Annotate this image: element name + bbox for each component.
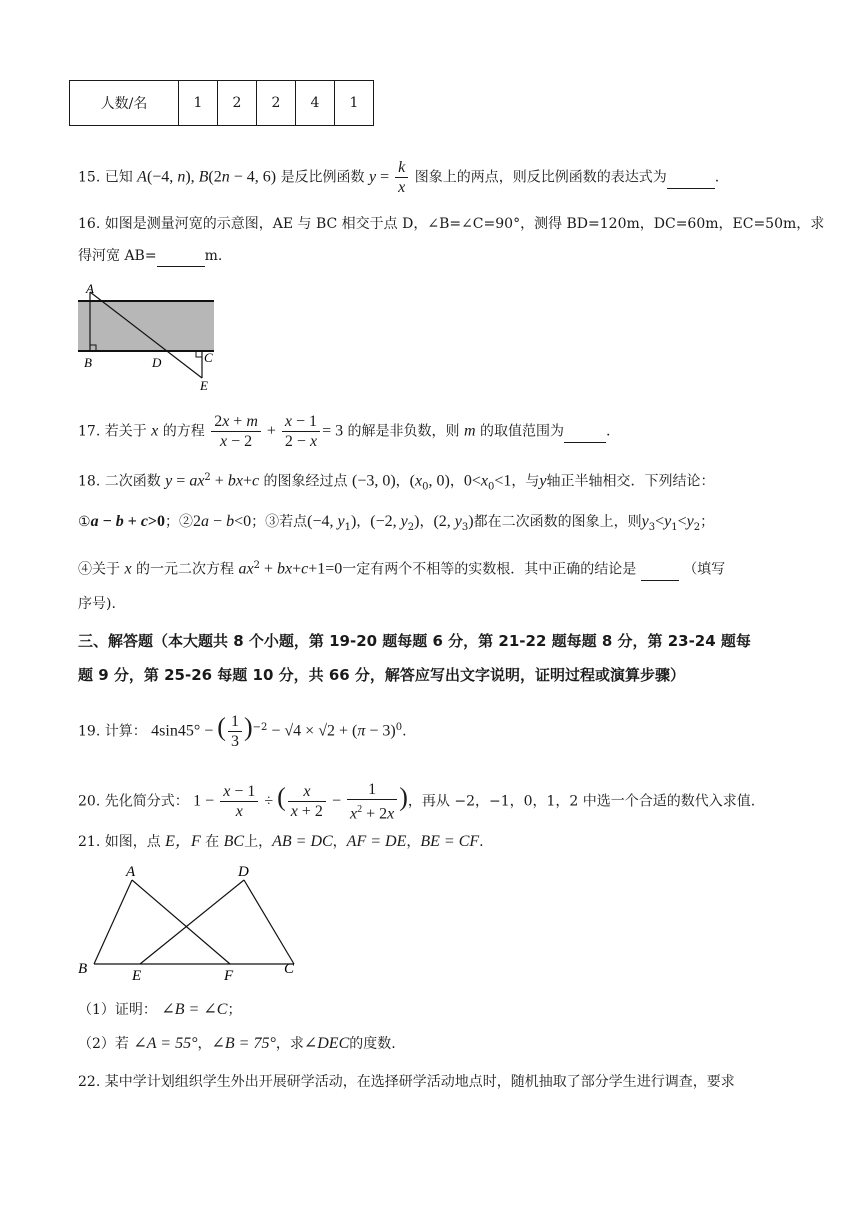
fraction-2: $\frac{x - 1}{2 - x}$ — [282, 412, 320, 451]
segment-dc — [244, 880, 294, 964]
question-text: ，求 — [275, 1036, 304, 1052]
question-16-line1 — [78, 214, 824, 234]
question-text: 的度数. — [349, 1036, 396, 1052]
question-text: 计算： — [104, 723, 147, 740]
punctuation: ， — [332, 834, 347, 850]
formula-function: y — [369, 168, 377, 186]
question-text: ；② — [165, 514, 194, 530]
question-text: 的一元二次方程 — [136, 561, 235, 578]
question-text: 图象上的两点，则反比例函数的表达式为 — [414, 169, 667, 186]
question-text: ④关于 — [78, 561, 120, 578]
question-20: 20. 先化简分式： 1 − $\frac{x - 1}{x}$ ÷ ( $\frac{x}{x + 2}$ − $\frac{1}{x^2 + 2x}$ )，再从 −2，−1，0，1，2 中选一个合适的数代入求值. — [78, 781, 756, 823]
section-heading-line2: 题 9 分，第 25-26 每题 10 分，共 66 分，解答应写出文字说明，证明过程或演算步骤） — [78, 666, 685, 684]
question-number: 21. — [78, 834, 101, 850]
condition-1: AB = DC — [272, 833, 333, 850]
fraction-k-over-x: $\frac{k}{x}$ — [395, 158, 408, 197]
table-cell: 4 — [296, 81, 335, 126]
punctuation: ， — [406, 834, 421, 850]
question-text: 如图是测量河宽的示意图，AE 与 BC 相交于点 D，∠B=∠C=90°，测得 BD=120m，DC=60m，EC=50m，求 — [104, 216, 825, 232]
question-21 — [78, 832, 484, 852]
variable-y: y — [539, 472, 547, 490]
label-b: B — [84, 355, 92, 370]
question-number: 19. — [78, 723, 101, 740]
fraction-b: $\frac{x}{x + 2}$ — [288, 782, 326, 821]
fraction-1: $\frac{2x + m}{x - 2}$ — [211, 412, 261, 451]
question-18-line4 — [78, 594, 116, 614]
table-cell: 1 — [179, 81, 218, 126]
question-text: 二次函数 — [104, 473, 161, 490]
punctuation: ， — [197, 1036, 212, 1052]
question-text: ，再从 −2，−1，0，1，2 中选一个合适的数代入求值. — [407, 793, 756, 810]
question-text: 先化简分式： — [104, 793, 189, 810]
label-c: C — [204, 350, 213, 365]
statement: ∠B = ∠C — [161, 1001, 228, 1018]
segment-bc: BC — [223, 833, 245, 850]
river-area — [78, 301, 214, 351]
question-text: 某中学计划组织学生外出开展研学活动，在选择研学活动地点时，随机抽取了部分学生进行调查，要求 — [104, 1074, 735, 1090]
triangles-diagram — [74, 862, 304, 984]
question-number: 15. — [78, 169, 101, 186]
question-21-part2 — [78, 1034, 396, 1054]
label-b: B — [78, 961, 88, 977]
label-a: A — [126, 864, 136, 880]
label-d: D — [238, 864, 249, 880]
question-number: 16. — [78, 216, 101, 232]
question-text: 如图，点 — [104, 834, 161, 850]
question-16-line2 — [78, 246, 222, 267]
fraction-c: $\frac{1}{x^2 + 2x}$ — [347, 780, 397, 823]
question-text: 序号). — [78, 596, 116, 612]
given-angle-a: ∠A = 55° — [133, 1035, 198, 1052]
formula-points: A — [137, 168, 147, 186]
question-text: ；③若点 — [251, 514, 308, 530]
table-row — [70, 81, 374, 126]
punctuation: ； — [700, 514, 715, 530]
fraction-a: $\frac{x - 1}{x}$ — [220, 782, 258, 821]
question-text: 上， — [244, 834, 273, 850]
question-text: 若关于 — [104, 423, 147, 440]
points-ef: E，F — [165, 833, 201, 850]
section-heading-line1: 三、解答题（本大题共 8 个小题，第 19-20 题每题 6 分，第 21-22 题每题 8 分，第 23-24 题每 — [78, 632, 751, 650]
answer-blank — [157, 246, 205, 267]
river-width-diagram — [74, 280, 224, 392]
question-17: 17. 若关于 x 的方程 $\frac{2x + m}{x - 2}$ + $\frac{x - 1}{2 - x}$ = 3 的解是非负数，则 m 的取值范围为 . — [78, 413, 611, 450]
question-number: 22. — [78, 1074, 101, 1090]
condition-2: AF = DE — [346, 833, 407, 850]
table-header-cell: 人数/名 — [70, 81, 179, 126]
label-e: E — [200, 378, 208, 392]
label-c: C — [284, 961, 295, 977]
target-angle: ∠DEC — [303, 1035, 350, 1052]
punctuation: . — [606, 423, 611, 440]
answer-blank — [564, 422, 606, 443]
question-18-line1: 18. 二次函数 $y = ax^2 + bx+c$ 的图象经过点 (−3, 0)，($x_0$, 0)，$0<x_0<1$，与y轴正半轴相交．下列结论： — [78, 472, 715, 493]
punctuation: . — [714, 169, 720, 186]
question-text: 的取值范围为 — [480, 423, 565, 440]
question-text: 是反比例函数 — [280, 169, 365, 186]
table-cell: 2 — [218, 81, 257, 126]
question-number: 18. — [78, 473, 101, 490]
variable-x: x — [151, 422, 159, 440]
segment-af — [132, 880, 230, 964]
equation-rhs: = 3 — [322, 422, 344, 440]
question-text: 得河宽 AB= — [78, 248, 157, 264]
question-text: 的方程 — [162, 423, 205, 440]
given-angle-b: ∠B = 75° — [211, 1035, 276, 1052]
question-text: m. — [204, 248, 223, 264]
question-22 — [78, 1072, 735, 1092]
question-text: 已知 — [104, 169, 133, 186]
question-text: 在 — [205, 834, 220, 850]
label-a: A — [86, 281, 94, 296]
data-table — [69, 80, 374, 126]
label-e: E — [132, 968, 142, 984]
question-15: 15. 已知 A(−4, n), B(2n − 4, 6) 是反比例函数 y = $\frac{k}{x}$ 图象上的两点，则反比例函数的表达式为 . — [78, 159, 720, 196]
question-text: （2）若 — [78, 1036, 129, 1052]
question-text: 都在二次函数的图象上，则 — [473, 514, 642, 530]
label-d: D — [152, 355, 162, 370]
segment-de — [140, 880, 244, 964]
fraction-one-third: $\frac{1}{3}$ — [228, 712, 242, 751]
question-number: 17. — [78, 423, 101, 440]
question-text: 的图象经过点 — [263, 473, 348, 490]
question-18-line2: ①a − b + c>0；②2a − b<0；③若点(−4, $y_1$)，(−2, $y_2$)，(2, $y_3$)都在二次函数的图象上，则$y_3<y_1<y_2$； — [78, 513, 715, 533]
question-text: ，与 — [511, 473, 540, 490]
punctuation: . — [479, 834, 484, 850]
answer-blank — [641, 560, 679, 581]
table-cell: 1 — [335, 81, 374, 126]
table-cell: 2 — [257, 81, 296, 126]
question-text: （填写 — [683, 561, 726, 578]
punctuation: . — [402, 723, 407, 740]
answer-blank — [667, 168, 715, 189]
segment-ab — [94, 880, 132, 964]
option-marker: ① — [78, 514, 91, 530]
question-number: 20. — [78, 793, 101, 810]
punctuation: ； — [227, 1002, 242, 1018]
question-21-part1 — [78, 1000, 241, 1020]
question-text: 轴正半轴相交．下列结论： — [546, 473, 715, 490]
question-18-line3: ④关于 x 的一元二次方程 $ax^2 + bx+c+1=0$一定有两个不相等的实数根．其中正确的结论是 （填写 — [78, 556, 725, 581]
question-text: 一定有两个不相等的实数根．其中正确的结论是 — [342, 561, 637, 578]
variable-m: m — [464, 422, 476, 440]
condition-3: BE = CF — [420, 833, 480, 850]
question-19: 19. 计算： 4sin45° − ( $\frac{1}{3}$ )$^{-2} - √4 \times √2 + (\pi - 3)^0$. — [78, 712, 407, 750]
question-text: 的解是非负数，则 — [347, 423, 460, 440]
question-text: （1）证明： — [78, 1002, 157, 1018]
label-f: F — [224, 968, 234, 984]
